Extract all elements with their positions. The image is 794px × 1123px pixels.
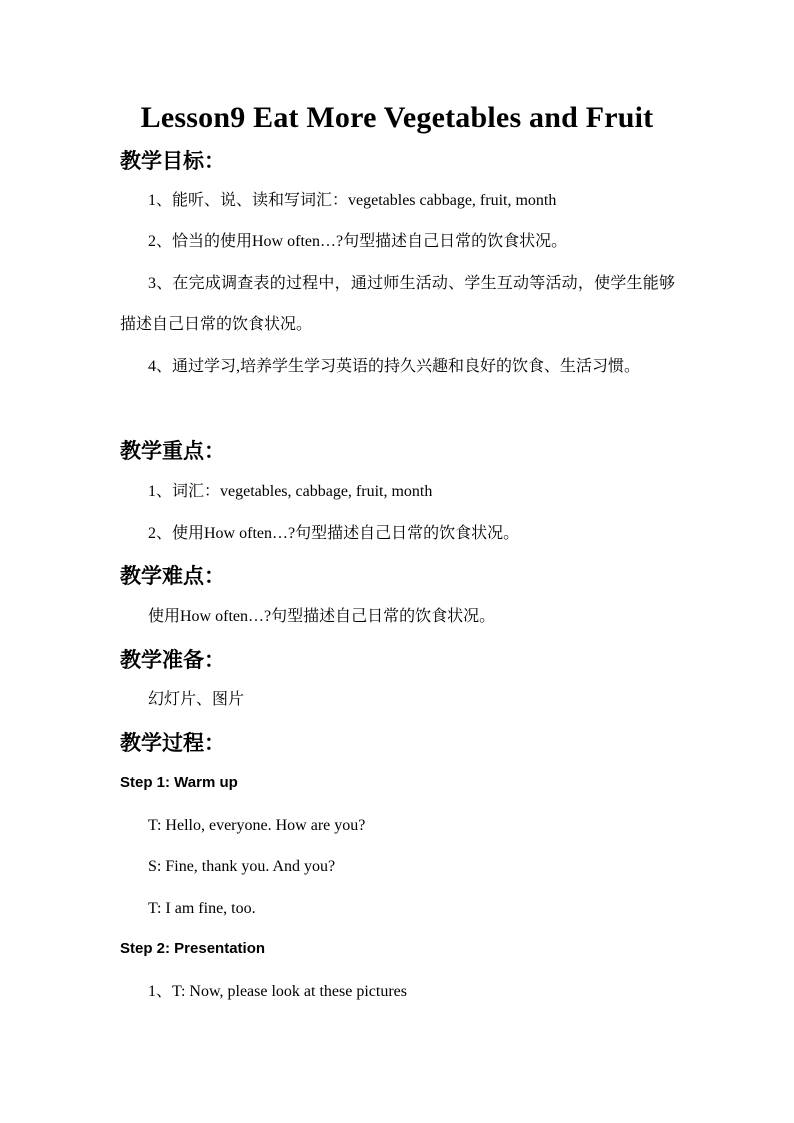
objectives-heading: 教学目标： <box>120 148 225 173</box>
key-point-item-1: 1、词汇：vegetables, cabbage, fruit, month <box>148 483 433 500</box>
objective-item-3: 3、在完成调查表的过程中，通过师生活动、学生互动等活动，使学生能够描述自己日常的饮食状况。 <box>120 275 675 333</box>
step-1-line-2: S: Fine, thank you. And you? <box>148 858 336 875</box>
step-2-label: Step 2: Presentation <box>120 940 266 957</box>
difficulties-heading: 教学难点： <box>120 563 225 588</box>
preparation-heading: 教学准备： <box>120 647 225 672</box>
document-title: Lesson9 Eat More Vegetables and Fruit <box>140 101 654 134</box>
step-1-line-1: T: Hello, everyone. How are you? <box>148 817 366 834</box>
process-heading: 教学过程： <box>120 730 225 755</box>
objective-item-2: 2、恰当的使用How often…?句型描述自己日常的饮食状况。 <box>148 233 568 250</box>
preparation-item-1: 幻灯片、图片 <box>148 691 245 708</box>
step-2-line-1: 1、T: Now, please look at these pictures <box>148 983 407 1000</box>
difficulty-item-1: 使用How often…?句型描述自己日常的饮食状况。 <box>148 608 496 625</box>
key-points-heading: 教学重点： <box>120 438 225 463</box>
step-1-line-3: T: I am fine, too. <box>148 900 256 917</box>
key-point-item-2: 2、使用How often…?句型描述自己日常的饮食状况。 <box>148 525 520 542</box>
objective-item-1: 1、能听、说、读和写词汇：vegetables cabbage, fruit, month <box>148 192 557 209</box>
objective-item-4: 4、通过学习,培养学生学习英语的持久兴趣和良好的饮食、生活习惯。 <box>148 358 641 375</box>
step-1-label: Step 1: Warm up <box>120 774 238 791</box>
